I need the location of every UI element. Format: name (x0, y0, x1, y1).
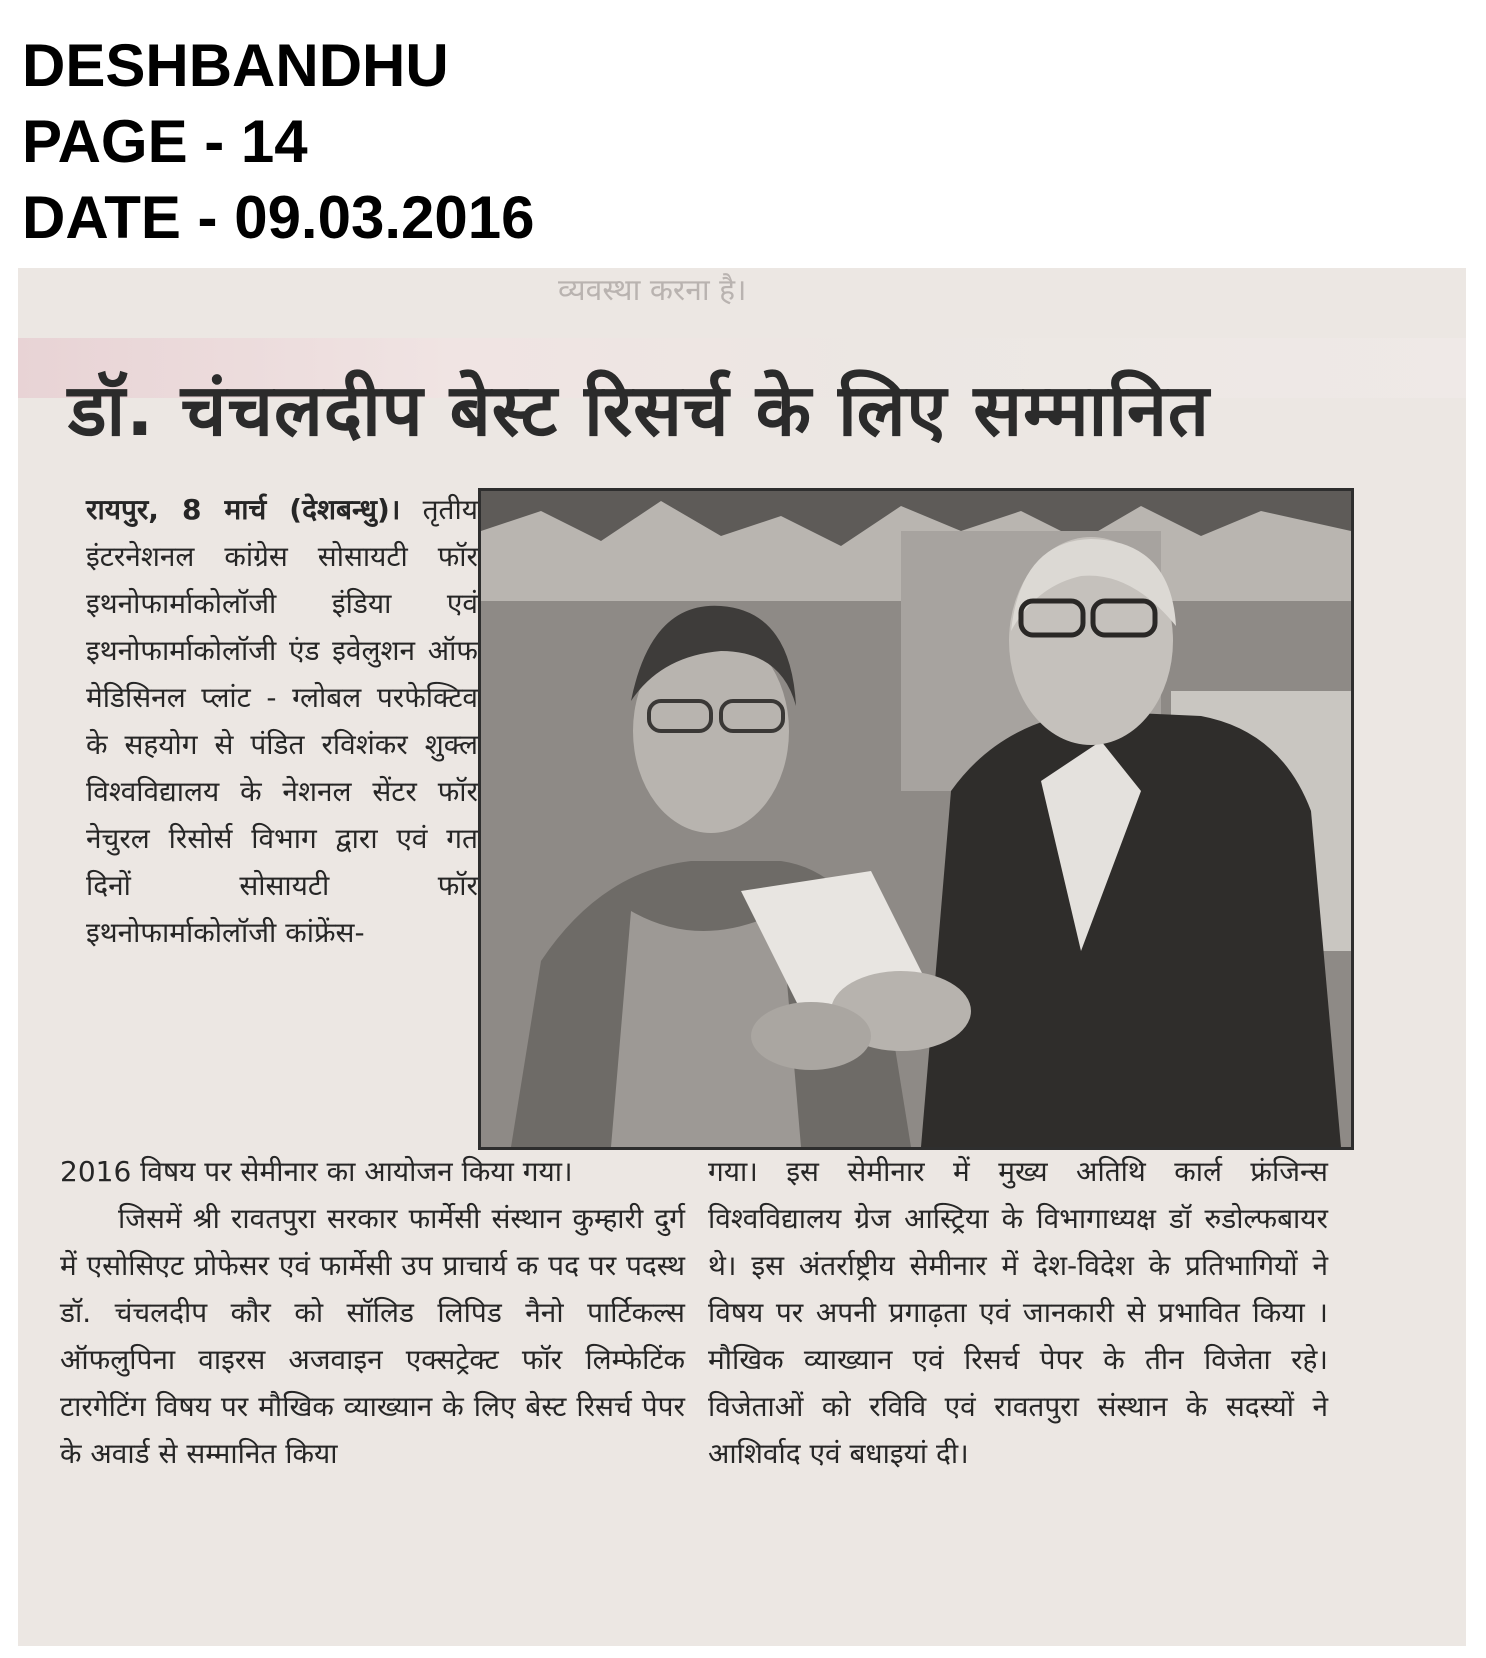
article-photo (478, 488, 1354, 1150)
award-presentation-photo (481, 491, 1351, 1147)
article-paragraph-3: गया। इस सेमीनार में मुख्य अतिथि कार्ल फ्रंजिन्स विश्वविद्यालय ग्रेज आस्ट्रिया के विभागाध्यक्ष डॉ रुडोल्फबायर थे। इस अंतर्राष्ट्रीय सेमीनार में देश-विदेश के प्रतिभागियों ने विषय पर अपनी प्रगाढ़ता एवं जानकारी से प्रभावित किया । मौखिक व्याख्यान एवं रिसर्च पेपर के तीन विजेता रहे। विजेताओं को रविवि एवं रावतपुरा संस्थान के सदस्यों ने आशिर्वाद एवं बधाइयां दी। (708, 1155, 1328, 1470)
dateline: रायपुर, 8 मार्च (देशबन्धु)। (86, 493, 401, 526)
clipping-caption (22, 28, 535, 256)
article-paragraph-1 (86, 486, 478, 956)
publication-date: DATE - 09.03.2016 (22, 184, 535, 251)
bleed-through-text: व्यवस्था करना है। (558, 273, 747, 308)
article-column-right (708, 1148, 1328, 1477)
page-number: PAGE - 14 (22, 108, 308, 175)
publication-name: DESHBANDHU (22, 32, 449, 99)
newspaper-clipping (18, 268, 1466, 1646)
article-paragraph-2: जिसमें श्री रावतपुरा सरकार फार्मेसी संस्थान कुम्हारी दुर्ग में एसोसिएट प्रोफेसर एवं फार्मेसी उप प्राचार्य क पद पर पदस्थ डॉ. चंचलदीप कौर को सॉलिड लिपिड नैनो पार्टिकल्स ऑफलुपिना वाइरस अजवाइन एक्सट्रेक्ट फॉर लिम्फेटिंक टारगेटिंग विषय पर मौखिक व्याख्यान के लिए बेस्ट रिसर्च पेपर के अवार्ड से सम्मानित किया (60, 1202, 685, 1470)
article-column-left-top (86, 486, 478, 956)
paragraph-1-text: तृतीय इंटरनेशनल कांग्रेस सोसायटी फॉर इथनोफार्माकोलॉजी इंडिया एवं इथनोफार्माकोलॉजी एंड इवेलुशन ऑफ मेडिसिनल प्लांट - ग्लोबल परफेक्टिव के सहयोग से पंडित रविशंकर शुक्ल विश्वविद्यालय के नेशनल सेंटर फॉर नेचुरल रिसोर्स विभाग द्वारा एवं गत दिनों सोसायटी फॉर इथनोफार्माकोलॉजी कांफ्रेंस- (86, 493, 478, 949)
article-headline: डॉ. चंचलदीप बेस्ट रिसर्च के लिए सम्मानित (68, 368, 1210, 452)
article-column-left-bottom (60, 1148, 685, 1477)
paragraph-1-continued: 2016 विषय पर सेमीनार का आयोजन किया गया। (60, 1155, 573, 1188)
